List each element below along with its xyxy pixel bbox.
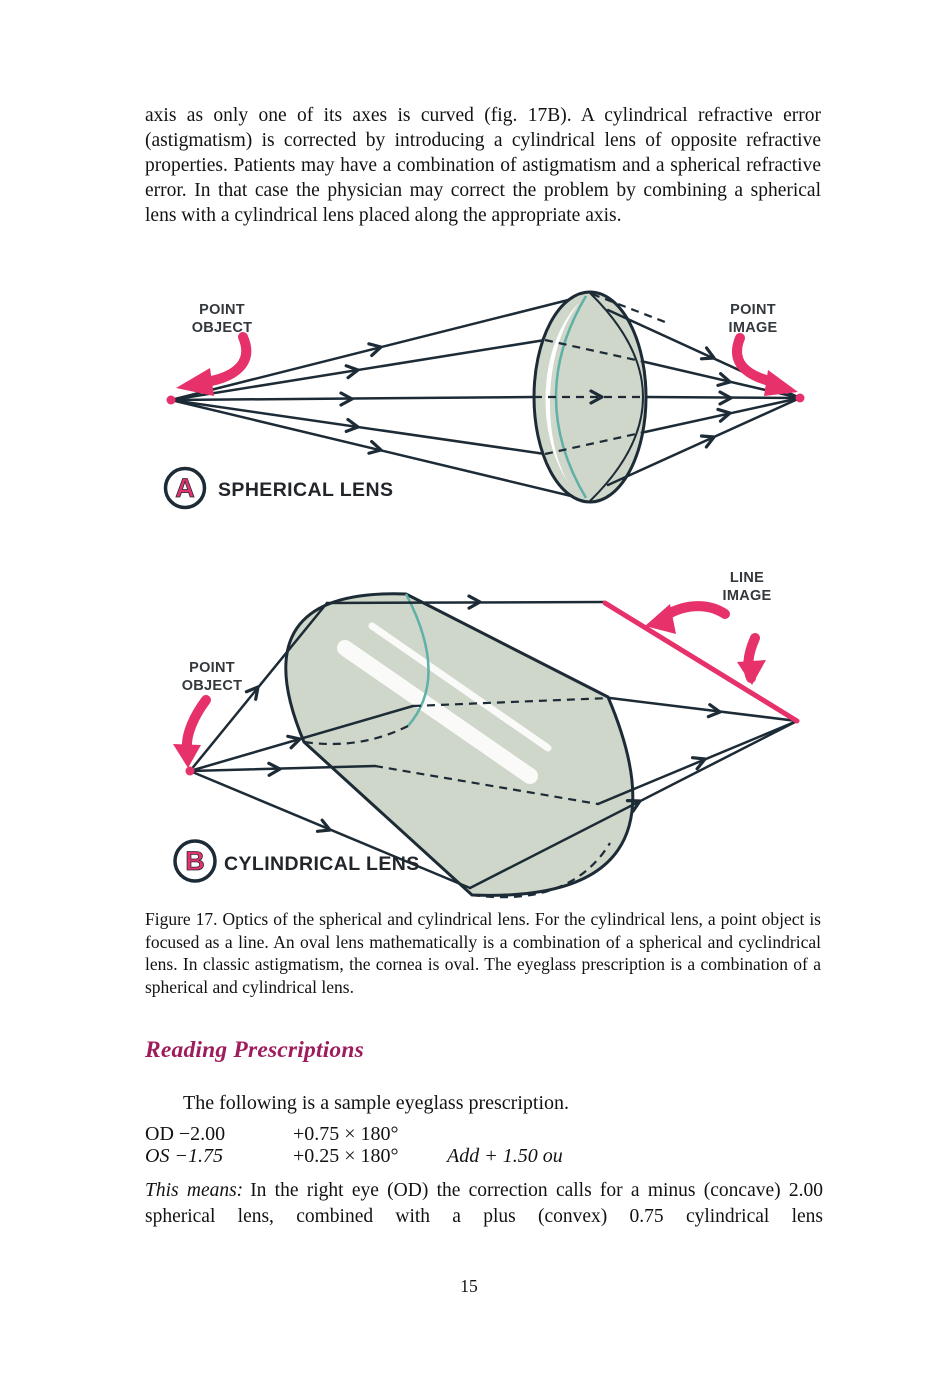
svg-text:POINT: POINT <box>199 302 245 318</box>
svg-text:B: B <box>185 846 205 876</box>
figure-a-point-image-label <box>728 302 777 336</box>
section-heading: Reading Prescriptions <box>145 1037 364 1063</box>
figure-b-cylindrical-lens <box>140 548 840 908</box>
prescription-intro: The following is a sample eyeglass prescription. <box>183 1092 570 1114</box>
prescription-row-od <box>145 1123 821 1145</box>
figure-a-badge <box>166 469 205 508</box>
line-image-pointer-arrow-down <box>737 638 766 685</box>
figure-b-badge <box>175 841 215 881</box>
cylindrical-lens-shape <box>286 594 633 897</box>
svg-text:A: A <box>175 473 195 503</box>
rx-od-cylinder: +0.75 × 180° <box>293 1123 399 1145</box>
rx-add: Add + 1.50 ou <box>447 1145 563 1167</box>
point-image-pointer-arrow <box>737 338 798 396</box>
rx-od-sphere: OD −2.00 <box>145 1123 226 1145</box>
svg-text:POINT: POINT <box>730 302 776 318</box>
figure-b-diagram <box>140 548 840 908</box>
line-image-line <box>605 603 797 721</box>
intro-paragraph: axis as only one of its axes is curved (fig. 17B). A cylindrical refractive error (astigmatism) is corrected by introducing a cylindrical lens of opposite refractive properties. Patients may have a combination of astigmatism and a spherical refractive error. In that case the physician may correct the problem by combining a spherical lens with a cylindrical lens placed along the appropriate axis. <box>145 105 821 226</box>
figure-b-title: CYLINDRICAL LENS <box>224 853 420 875</box>
point-image-dot <box>796 394 805 403</box>
explanation-lead: This means: <box>145 1180 244 1201</box>
prescription-table <box>145 1123 821 1167</box>
svg-text:OBJECT: OBJECT <box>181 678 243 694</box>
svg-text:POINT: POINT <box>189 660 235 676</box>
figure-a-point-object-label <box>192 302 253 336</box>
rx-os-sphere: OS −1.75 <box>145 1145 223 1167</box>
figure-b-line-image-label <box>722 570 771 604</box>
figure-a-diagram <box>140 282 840 522</box>
explanation-body: In the right eye (OD) the correction calls for a minus (concave) 2.00 spherical lens, combined with a plus (convex) 0.75 cylindrical lens <box>145 1180 823 1227</box>
svg-text:IMAGE: IMAGE <box>728 320 778 336</box>
rx-os-cylinder: +0.25 × 180° <box>293 1145 399 1167</box>
page-number: 15 <box>460 1276 478 1296</box>
prescription-row-os <box>145 1145 821 1167</box>
svg-text:LINE: LINE <box>729 570 765 586</box>
point-object-dot <box>186 767 195 776</box>
point-object-dot <box>167 396 176 405</box>
figure-a-title: SPHERICAL LENS <box>218 479 394 501</box>
figure-caption: Figure 17. Optics of the spherical and cylindrical lens. For the cylindrical lens, a point object is focused as a line. An oval lens mathematically is a combination of a spherical and cyclindrical lens. In classic astigmatism, the cornea is oval. The eyeglass prescription is a combination of a spherical and cylindrical lens. <box>145 909 821 997</box>
point-object-pointer-arrow <box>176 337 246 396</box>
svg-text:IMAGE: IMAGE <box>722 588 772 604</box>
figure-b-point-object-label <box>182 660 243 694</box>
figure-a-spherical-lens <box>140 282 840 522</box>
svg-text:OBJECT: OBJECT <box>191 320 253 336</box>
line-image-pointer-arrow-left <box>645 604 725 634</box>
explanation-paragraph <box>145 1178 823 1229</box>
